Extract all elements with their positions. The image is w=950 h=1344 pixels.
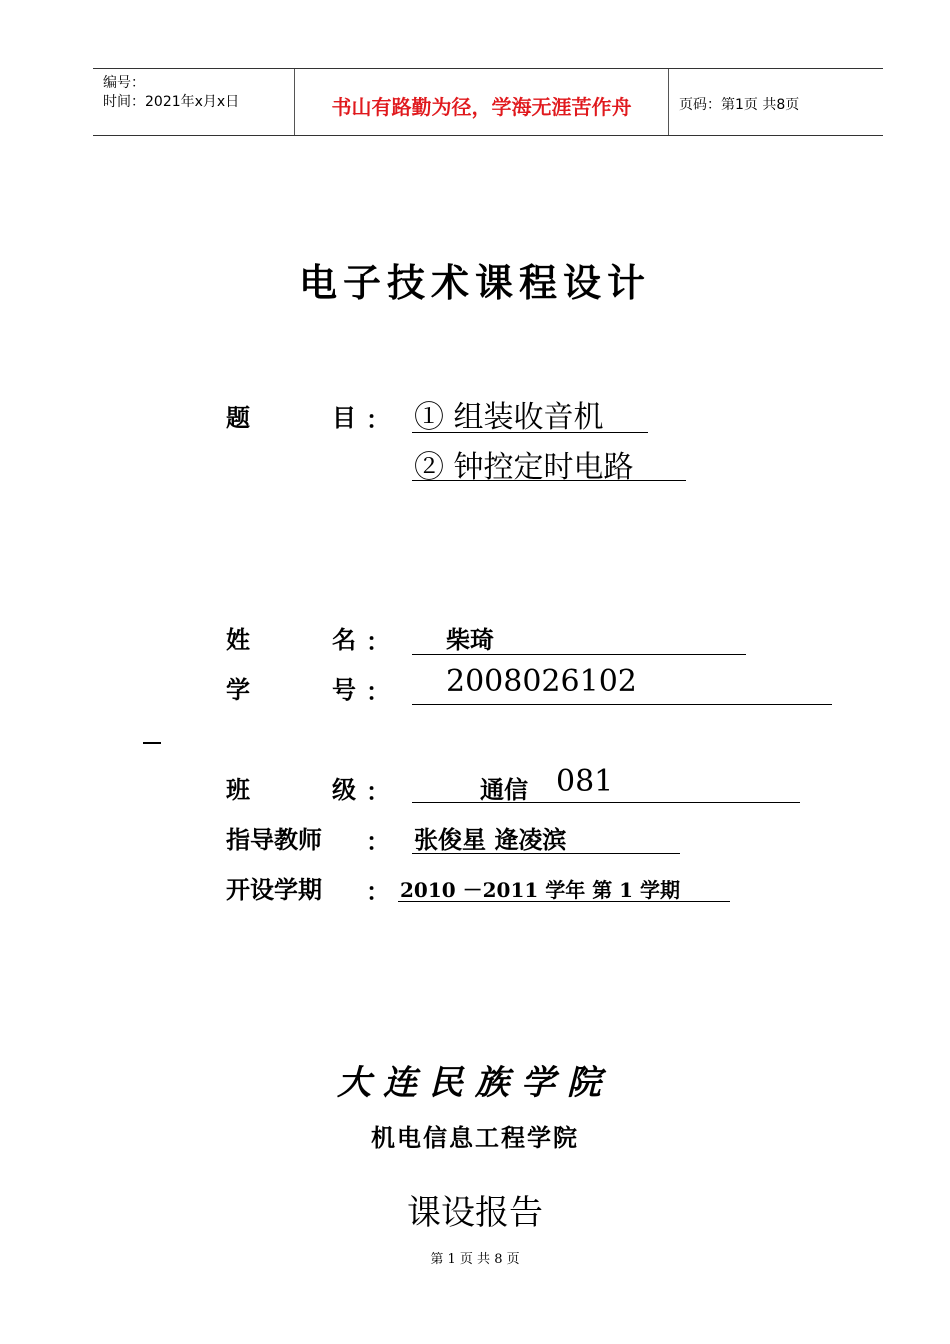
- term-colon: ：: [366, 878, 390, 906]
- class-label-2: 级: [332, 776, 356, 804]
- motto-text: 书山有路勤为径，学海无涯苦作舟: [331, 95, 632, 119]
- header-page-cell: [669, 69, 883, 135]
- header-motto-cell: [295, 69, 669, 135]
- term-value: 2010 －2011 学年 第 1 学期: [400, 878, 681, 902]
- advisor-label: 指导教师: [226, 826, 322, 854]
- header-meta-cell: [93, 69, 295, 135]
- college-name: 机电信息工程学院: [371, 1124, 579, 1152]
- class-label-1: 班: [226, 776, 250, 804]
- student-id-value: 2008026102: [446, 664, 637, 699]
- name-label-2: 名: [332, 626, 356, 654]
- topic-label-1: 题: [226, 404, 250, 432]
- topic-colon: ：: [366, 406, 390, 434]
- topic-item-1: ① 组装收音机: [414, 400, 604, 435]
- document-number: 编号：: [103, 75, 145, 91]
- name-label-1: 姓: [226, 626, 250, 654]
- name-underline: [412, 654, 746, 655]
- topic-underline-1: [412, 432, 648, 433]
- class-underline: [412, 802, 800, 803]
- name-value: 柴琦: [446, 626, 494, 654]
- document-header: [93, 68, 883, 136]
- class-value-number: 081: [556, 764, 614, 799]
- topic-label-2: 目: [332, 404, 356, 432]
- page-footer: 第 1 页 共 8 页: [430, 1252, 520, 1267]
- page-info: 页码：第1页 共8页: [679, 97, 800, 113]
- student-id-label-2: 号: [332, 676, 356, 704]
- class-colon: ：: [366, 778, 390, 806]
- term-underline: [398, 901, 730, 902]
- document-title: 电子技术课程设计: [298, 261, 651, 305]
- term-label: 开设学期: [226, 876, 322, 904]
- document-time: 时间：2021年x月x日: [103, 94, 240, 110]
- student-id-label-1: 学: [226, 676, 250, 704]
- advisor-colon: ：: [366, 828, 390, 856]
- student-id-colon: ：: [366, 678, 390, 706]
- stray-dash: [143, 742, 161, 744]
- name-colon: ：: [366, 628, 390, 656]
- topic-underline-2: [412, 480, 686, 481]
- student-id-underline: [412, 704, 832, 705]
- report-title: 课设报告: [407, 1193, 543, 1233]
- university-name: 大连民族学院: [337, 1063, 613, 1103]
- class-value-text: 通信: [480, 776, 528, 804]
- advisor-underline: [412, 853, 680, 854]
- advisor-value: 张俊星 逄凌滨: [414, 826, 567, 854]
- topic-item-2: ② 钟控定时电路: [414, 450, 634, 485]
